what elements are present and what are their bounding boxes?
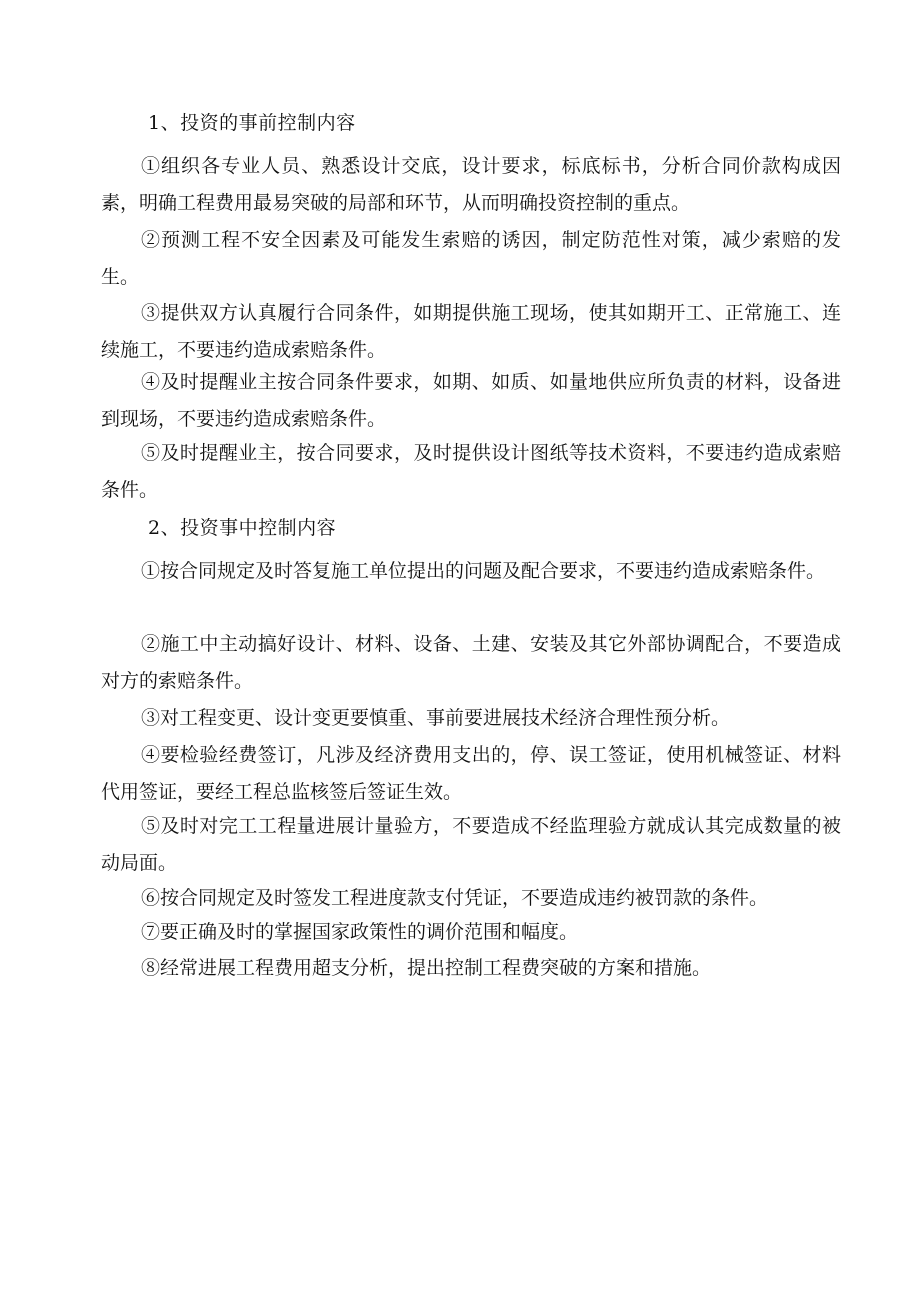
paragraph-item: ③对工程变更、设计变更要慎重、事前要进展技术经济合理性预分析。: [141, 707, 731, 729]
paragraph-item: ⑤及时对完工工程量进展计量验方，不要造成不经监理验方就成认其完成数量的被动局面。: [101, 815, 841, 874]
paragraph-item: ⑥按合同规定及时签发工程进度款支付凭证，不要造成违约被罚款的条件。: [141, 887, 769, 909]
paragraph-item: ⑤及时提醒业主，按合同要求，及时提供设计图纸等技术资料，不要违约造成索赔条件。: [101, 442, 841, 501]
paragraph-item: ①按合同规定及时答复施工单位提出的问题及配合要求，不要违约造成索赔条件。: [141, 560, 826, 582]
section-heading-mid-control: 2、投资事中控制内容: [148, 517, 337, 539]
paragraph-item: ⑧经常进展工程费用超支分析，提出控制工程费突破的方案和措施。: [141, 957, 712, 979]
paragraph-item: ③提供双方认真履行合同条件，如期提供施工现场，使其如期开工、正常施工、连续施工，不要违约造成索赔条件。: [101, 302, 841, 361]
paragraph-item: ②预测工程不安全因素及可能发生索赔的诱因，制定防范性对策，减少索赔的发生。: [101, 229, 841, 288]
paragraph-item: ⑦要正确及时的掌握国家政策性的调价范围和幅度。: [141, 921, 579, 943]
paragraph-item: ④及时提醒业主按合同条件要求，如期、如质、如量地供应所负责的材料，设备进到现场，不要违约造成索赔条件。: [101, 371, 841, 430]
section-heading-pre-control: 1、投资的事前控制内容: [148, 112, 356, 134]
paragraph-item: ②施工中主动搞好设计、材料、设备、土建、安装及其它外部协调配合，不要造成对方的索赔条件。: [101, 633, 841, 692]
paragraph-item: ④要检验经费签订，凡涉及经济费用支出的，停、误工签证，使用机械签证、材料代用签证，要经工程总监核签后签证生效。: [101, 744, 841, 803]
paragraph-item: ①组织各专业人员、熟悉设计交底，设计要求，标底标书，分析合同价款构成因素，明确工程费用最易突破的局部和环节，从而明确投资控制的重点。: [101, 155, 841, 214]
